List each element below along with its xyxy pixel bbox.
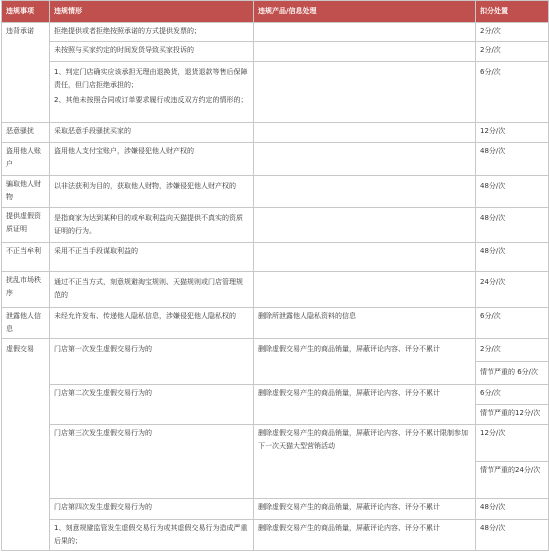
penalty-cell: 2分/次 bbox=[476, 23, 549, 42]
penalty-severe-cell: 情节严重的 6分/次 bbox=[476, 362, 549, 385]
situation-cell: 采取恶意手段骚扰买家的 bbox=[50, 123, 254, 143]
category-cell: 提供虚假资质证明 bbox=[2, 208, 50, 243]
situation-cell: 是指商家为达到某种目的或牟取利益向天猫提供不真实的资质证明的行为。 bbox=[50, 208, 254, 243]
table-row bbox=[2, 243, 549, 272]
situation-cell: 拒绝提供或者拒绝按照承诺的方式提供发票的； bbox=[50, 23, 254, 42]
situation-cell: 未按照与买家约定的时间发货导致买家投诉的 bbox=[50, 42, 254, 62]
penalty-cell: 48分/次 bbox=[476, 520, 549, 551]
table-row bbox=[2, 425, 549, 462]
header-violation-item: 违规事项 bbox=[2, 1, 50, 23]
info-cell: 删除虚假交易产生的商品销量，屏蔽评论内容、评分不累计 bbox=[254, 520, 476, 551]
penalty-cell: 6分/次 bbox=[476, 308, 549, 339]
penalty-cell: 48分/次 bbox=[476, 143, 549, 176]
penalty-cell: 6分/次 bbox=[476, 385, 549, 405]
violation-table bbox=[1, 0, 549, 551]
table-row bbox=[2, 176, 549, 208]
penalty-cell: 12分/次 bbox=[476, 123, 549, 143]
category-cell: 骗取他人财物 bbox=[2, 176, 50, 208]
header-product-info-handling: 违规产品/信息处理 bbox=[254, 1, 476, 23]
table-row bbox=[2, 143, 549, 176]
table-row bbox=[2, 23, 549, 42]
info-cell: 删除虚假交易产生的商品销量，屏蔽评论内容、评分不累计 bbox=[254, 499, 476, 520]
info-cell bbox=[254, 143, 476, 176]
situation-cell: 以非法获利为目的，获取他人财物，涉嫌侵犯他人财产权的 bbox=[50, 176, 254, 208]
info-cell bbox=[254, 243, 476, 272]
info-cell bbox=[254, 208, 476, 243]
situation-point-2: 2、其他未按照合同或订单要求履行或违反双方约定的情形的； bbox=[54, 96, 248, 104]
penalty-cell: 48分/次 bbox=[476, 176, 549, 208]
info-cell bbox=[254, 62, 476, 123]
table-row bbox=[2, 339, 549, 362]
situation-point-1: 1、判定门店确实应该承担无理由退换货，退货退款等售后保障责任，但门店拒绝承担的； bbox=[54, 68, 248, 89]
table-row bbox=[2, 272, 549, 308]
table-header-row bbox=[2, 1, 549, 23]
info-cell bbox=[254, 272, 476, 308]
category-cell: 盗用他人账户 bbox=[2, 143, 50, 176]
info-cell: 删除虚假交易产生的商品销量，屏蔽评论内容、评分不累计 bbox=[254, 385, 476, 425]
table-row bbox=[2, 42, 549, 62]
table-row bbox=[2, 499, 549, 520]
situation-cell: 门店第二次发生虚假交易行为的 bbox=[50, 385, 254, 425]
info-cell bbox=[254, 42, 476, 62]
situation-cell: 盗用他人支付宝账户，涉嫌侵犯他人财产权的 bbox=[50, 143, 254, 176]
table-row bbox=[2, 308, 549, 339]
situation-cell bbox=[50, 62, 254, 123]
situation-cell: 未经允许发布、传递他人隐私信息，涉嫌侵犯他人隐私权的 bbox=[50, 308, 254, 339]
category-cell: 不正当牟利 bbox=[2, 243, 50, 272]
category-cell: 恶意骚扰 bbox=[2, 123, 50, 143]
penalty-cell: 48分/次 bbox=[476, 243, 549, 272]
table-row bbox=[2, 123, 549, 143]
situation-cell: 采用不正当手段谋取利益的 bbox=[50, 243, 254, 272]
header-penalty: 扣分处置 bbox=[476, 1, 549, 23]
penalty-cell: 12分/次 bbox=[476, 425, 549, 462]
situation-cell: 1、刻意规避监管发生虚假交易行为或其虚假交易行为造成严重后果的； bbox=[50, 520, 254, 551]
category-cell: 扰乱市场秩序 bbox=[2, 272, 50, 308]
table-row bbox=[2, 208, 549, 243]
info-cell: 删除虚假交易产生的商品销量，屏蔽评论内容、评分不累计 bbox=[254, 339, 476, 385]
table-row bbox=[2, 520, 549, 551]
penalty-severe-cell: 情节严重的24分/次 bbox=[476, 462, 549, 499]
penalty-cell: 48分/次 bbox=[476, 208, 549, 243]
penalty-cell: 48分/次 bbox=[476, 499, 549, 520]
table-row bbox=[2, 62, 549, 123]
penalty-cell: 6分/次 bbox=[476, 62, 549, 123]
penalty-cell: 2分/次 bbox=[476, 339, 549, 362]
info-cell: 删除虚假交易产生的商品销量，屏蔽评论内容、评分不累计限制参加下一次天猫大型营销活动 bbox=[254, 425, 476, 499]
situation-cell: 门店第一次发生虚假交易行为的 bbox=[50, 339, 254, 385]
category-cell: 违背承诺 bbox=[2, 23, 50, 123]
situation-cell: 门店第四次发生虚假交易行为的 bbox=[50, 499, 254, 520]
info-cell: 删除所泄露他人隐私资料的信息 bbox=[254, 308, 476, 339]
situation-cell: 门店第三次发生虚假交易行为的 bbox=[50, 425, 254, 499]
penalty-cell: 2分/次 bbox=[476, 42, 549, 62]
penalty-cell: 24分/次 bbox=[476, 272, 549, 308]
table-row bbox=[2, 385, 549, 405]
info-cell bbox=[254, 176, 476, 208]
category-cell: 泄露他人信息 bbox=[2, 308, 50, 339]
header-violation-situation: 违规情形 bbox=[50, 1, 254, 23]
info-cell bbox=[254, 123, 476, 143]
penalty-severe-cell: 情节严重的12分/次 bbox=[476, 405, 549, 425]
category-cell: 虚假交易 bbox=[2, 339, 50, 551]
situation-cell: 通过不正当方式，刻意规避淘宝规则、天猫规则或门店管理规范的 bbox=[50, 272, 254, 308]
info-cell bbox=[254, 23, 476, 42]
